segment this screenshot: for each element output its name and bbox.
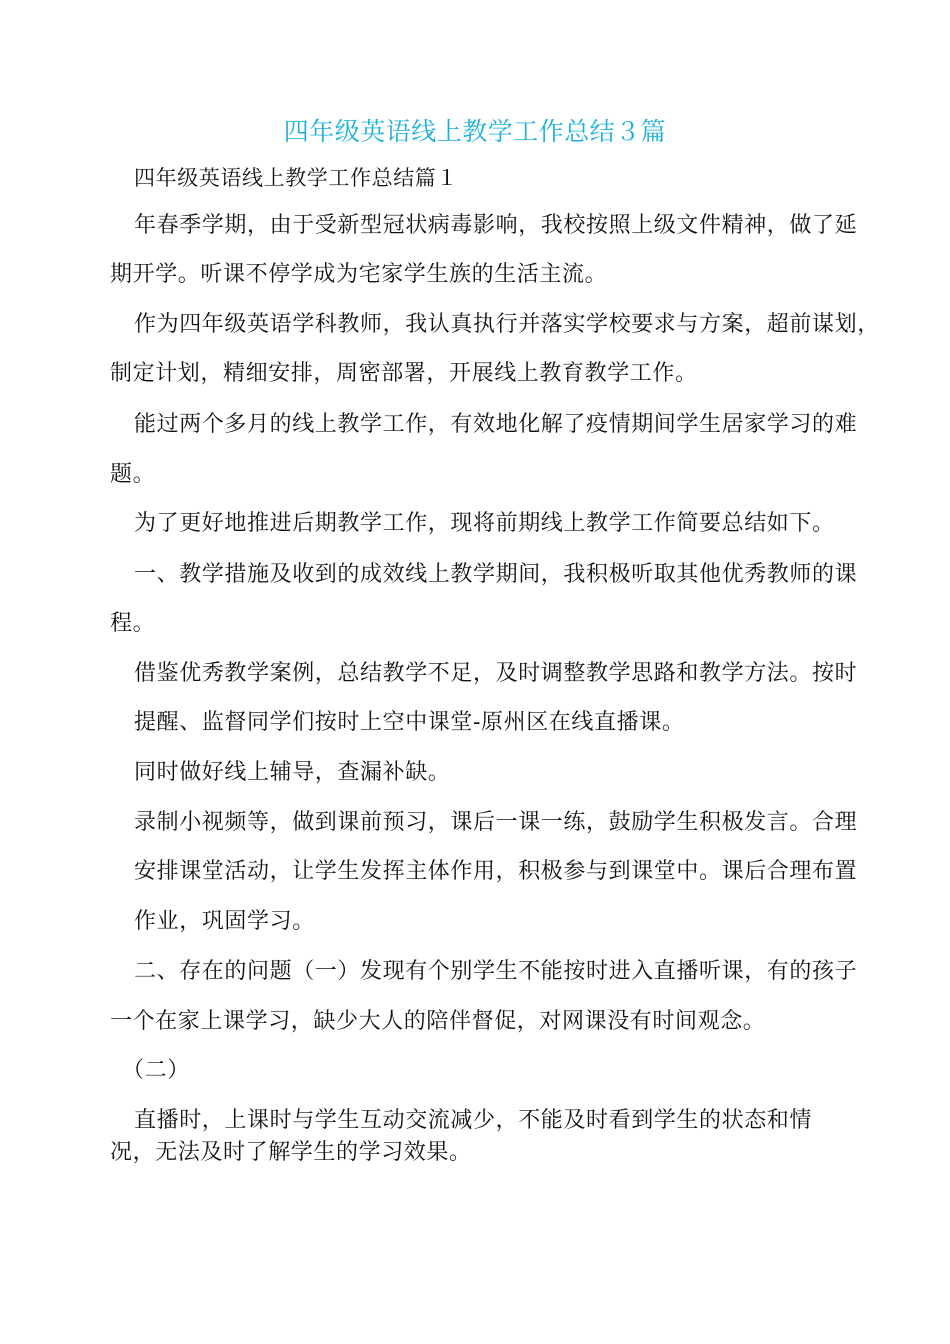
paragraph-line: （二） [122, 1058, 190, 1083]
paragraph-line: 一、教学措施及收到的成效线上教学期间，我积极听取其他优秀教师的课 [134, 562, 858, 587]
paragraph-line: 录制小视频等，做到课前预习，课后一课一练，鼓励学生积极发言。合理 [134, 810, 858, 835]
paragraph-line: 一个在家上课学习，缺少大人的陪伴督促，对网课没有时间观念。 [110, 1009, 766, 1034]
paragraph-line: 况，无法及时了解学生的学习效果。 [110, 1140, 472, 1165]
paragraph-line: 借鉴优秀教学案例，总结教学不足，及时调整教学思路和教学方法。按时 [134, 661, 858, 686]
paragraph-line: 安排课堂活动，让学生发挥主体作用，积极参与到课堂中。课后合理布置 [134, 859, 858, 884]
paragraph-line: 作业，巩固学习。 [134, 909, 315, 934]
paragraph-line: 提醒、监督同学们按时上空中课堂-原州区在线直播课。 [134, 710, 685, 735]
paragraph-line: 年春季学期，由于受新型冠状病毒影响，我校按照上级文件精神，做了延 [134, 213, 858, 238]
document-title: 四年级英语线上教学工作总结３篇 [283, 117, 667, 146]
paragraph-line: 二、存在的问题（一）发现有个别学生不能按时进入直播听课，有的孩子 [134, 959, 858, 984]
paragraph-line: 作为四年级英语学科教师，我认真执行并落实学校要求与方案，超前谋划， [134, 312, 880, 337]
paragraph-line: 为了更好地推进后期教学工作，现将前期线上教学工作简要总结如下。 [134, 511, 835, 536]
paragraph-line: 能过两个多月的线上教学工作，有效地化解了疫情期间学生居家学习的难 [134, 412, 858, 437]
section-heading: 四年级英语线上教学工作总结篇１ [134, 166, 458, 190]
paragraph-line: 制定计划，精细安排，周密部署，开展线上教育教学工作。 [110, 361, 698, 386]
paragraph-line: 同时做好线上辅导，查漏补缺。 [134, 760, 451, 785]
paragraph-line: 直播时，上课时与学生互动交流减少，不能及时看到学生的状态和情 [134, 1108, 813, 1133]
paragraph-line: 期开学。听课不停学成为宅家学生族的生活主流。 [110, 262, 608, 287]
paragraph-line: 程。 [110, 611, 156, 636]
paragraph-line: 题。 [110, 462, 156, 487]
